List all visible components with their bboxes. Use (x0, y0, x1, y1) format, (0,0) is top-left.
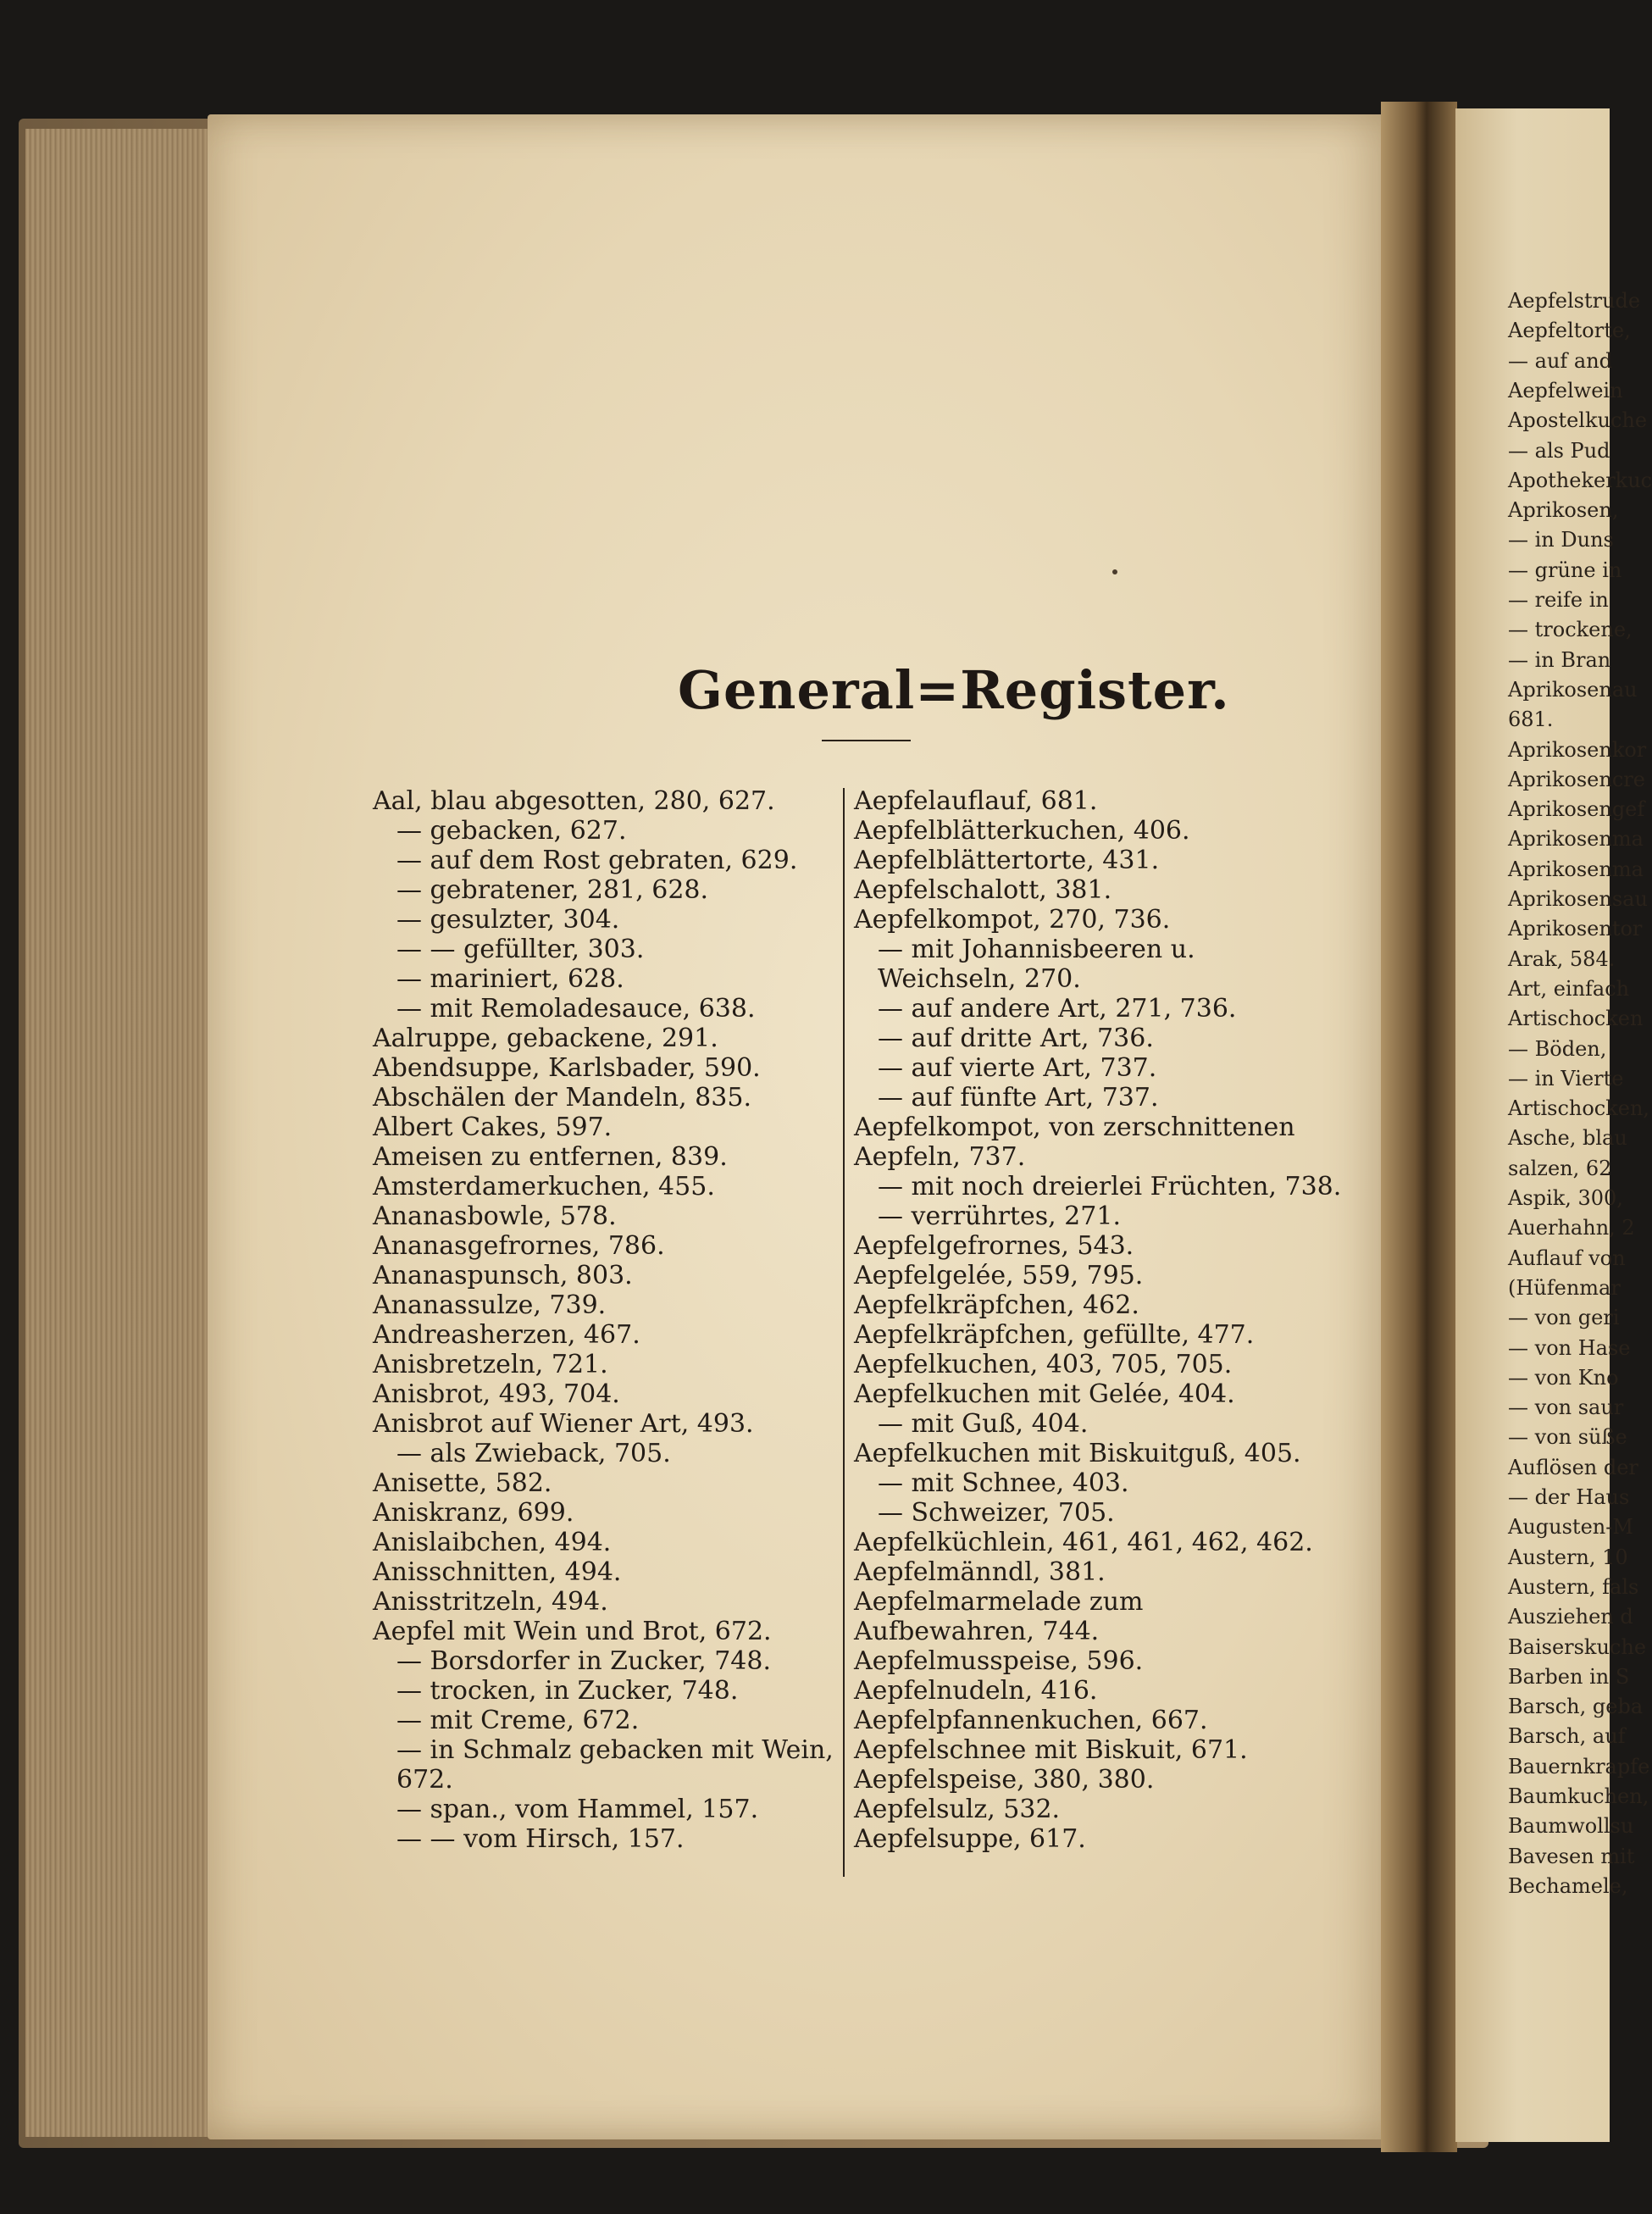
next-page-fragment: — von Hase (1508, 1335, 1631, 1360)
index-entry: Anisbrot, 493, 704. (373, 1379, 620, 1409)
index-entry: — auf andere Art, 271, 736. (878, 994, 1237, 1024)
index-entry: Ananasgefrornes, 786. (373, 1231, 665, 1261)
next-page-fragment: — in Vierte (1508, 1066, 1624, 1090)
index-entry: — mit Johannisbeeren u. Weichseln, 270. (878, 935, 1195, 994)
index-entry: Aepfelkompot, von zerschnittenen Aepfeln, 737. (854, 1113, 1295, 1172)
index-entry: — Schweizer, 705. (878, 1498, 1115, 1528)
index-entry: Aepfelspeise, 380, 380. (854, 1765, 1155, 1795)
index-entry: Aepfelgelée, 559, 795. (854, 1261, 1144, 1290)
index-entry: Aepfelsulz, 532. (854, 1795, 1061, 1824)
index-entry: — gebacken, 627. (396, 816, 627, 846)
index-entry: Ananassulze, 739. (373, 1290, 607, 1320)
index-entry: — gesulzter, 304. (396, 905, 620, 935)
index-entry: Anisbrot auf Wiener Art, 493. (373, 1409, 754, 1439)
index-entry: Aepfelnudeln, 416. (854, 1676, 1098, 1706)
next-page-fragment: Aepfeltorte, (1508, 319, 1631, 343)
next-page-fragment: — von süße (1508, 1425, 1627, 1450)
next-page-fragment: Barben in S (1508, 1664, 1630, 1689)
next-page-fragment: Arak, 584. (1508, 946, 1616, 971)
next-page-fragment: Bavesen mit (1508, 1844, 1635, 1868)
index-entry: Anisstritzeln, 494. (373, 1587, 608, 1617)
next-page-fragment: — der Haus (1508, 1485, 1630, 1509)
next-page-fragment: Aprikosentor (1508, 917, 1643, 941)
index-entry: — mit noch dreierlei Früchten, 738. (878, 1172, 1342, 1201)
index-entry: — auf vierte Art, 737. (878, 1053, 1157, 1083)
index-entry: Albert Cakes, 597. (373, 1113, 613, 1142)
index-entry: — mit Remoladesauce, 638. (396, 994, 756, 1024)
next-page-fragment: Aprikosenma (1508, 827, 1644, 852)
index-entry: Aepfelschnee mit Biskuit, 671. (854, 1735, 1248, 1765)
index-entry: Aepfelmusspeise, 596. (854, 1646, 1144, 1676)
index-entry: Aepfelgefrornes, 543. (854, 1231, 1134, 1261)
next-page-fragment: Aprikosengef (1508, 797, 1645, 822)
index-entry: — mit Schnee, 403. (878, 1468, 1129, 1498)
index-entry: Andreasherzen, 467. (373, 1320, 640, 1350)
index-entry: Abschälen der Mandeln, 835. (373, 1083, 751, 1113)
index-entry: Abendsuppe, Karlsbader, 590. (373, 1053, 761, 1083)
index-entry: Aepfelkompot, 270, 736. (854, 905, 1171, 935)
index-entry: — mit Guß, 404. (878, 1409, 1089, 1439)
index-entry: Aepfelkuchen mit Gelée, 404. (854, 1379, 1235, 1409)
index-entry: Aepfelkuchen mit Biskuitguß, 405. (854, 1439, 1301, 1468)
index-entry: — in Schmalz gebacken mit Wein, 672. (396, 1735, 834, 1795)
index-column-right (854, 786, 1342, 1854)
ink-speck (1112, 569, 1117, 574)
next-page-fragment: Augusten-M (1508, 1515, 1633, 1540)
index-entry: Anisbretzeln, 721. (373, 1350, 608, 1379)
index-entry: Aepfelsuppe, 617. (854, 1824, 1086, 1854)
next-page-fragment: 681. (1508, 707, 1554, 732)
index-entry: Aniskranz, 699. (373, 1498, 574, 1528)
index-entry: Aepfelpfannenkuchen, 667. (854, 1706, 1208, 1735)
next-page-fragment: Aprikosensau (1508, 887, 1648, 911)
next-page-fragment: Artischocken, (1508, 1096, 1650, 1121)
index-entry: Aepfelküchlein, 461, 461, 462, 462. (854, 1528, 1313, 1557)
next-page-fragment: Barsch, geba (1508, 1695, 1644, 1719)
index-entry: Aepfelkräpfchen, gefüllte, 477. (854, 1320, 1255, 1350)
index-entry: — als Zwieback, 705. (396, 1439, 671, 1468)
index-entry: Aepfelkuchen, 403, 705, 705. (854, 1350, 1233, 1379)
next-page-fragment: Aprikosenkor (1508, 737, 1647, 762)
next-page-fragment: Ausziehen d (1508, 1605, 1633, 1629)
next-page-fragment: Aepfelstrude (1508, 289, 1641, 313)
next-page-fragment: — Böden, (1508, 1036, 1607, 1061)
next-page-fragment: Bechamele, (1508, 1873, 1628, 1898)
next-page-fragment: Austern, fals (1508, 1574, 1639, 1599)
index-entry: Aepfelauflauf, 681. (854, 786, 1098, 816)
next-page-fragment: Apostelkuche (1508, 408, 1648, 433)
index-entry: — trocken, in Zucker, 748. (396, 1676, 739, 1706)
next-page-fragment: Aspik, 300, (1508, 1186, 1623, 1210)
index-entry: — gebratener, 281, 628. (396, 875, 709, 905)
index-entry: Ananasbowle, 578. (373, 1201, 617, 1231)
next-page-fragment: Baumkuchen, (1508, 1784, 1649, 1808)
next-page-fragment: Artischocken (1508, 1007, 1644, 1031)
index-entry: Anisschnitten, 494. (373, 1557, 622, 1587)
index-entry: — — vom Hirsch, 157. (396, 1824, 685, 1854)
next-page-fragment: Aprikosenau (1508, 677, 1638, 702)
next-page-fragment: Auflösen der (1508, 1455, 1638, 1479)
index-entry: — verrührtes, 271. (878, 1201, 1121, 1231)
index-entry: Ameisen zu entfernen, 839. (373, 1142, 728, 1172)
index-entry: Amsterdamerkuchen, 455. (373, 1172, 715, 1201)
next-page-fragment: — in Duns (1508, 528, 1614, 552)
index-entry: Aal, blau abgesotten, 280, 627. (373, 786, 775, 816)
title-rule (822, 740, 911, 741)
next-page-fragment: Auerhahn, 2 (1508, 1216, 1635, 1240)
next-page-fragment: Apothekerkuc (1508, 468, 1652, 492)
next-page-fragment: Barsch, auf (1508, 1724, 1626, 1749)
next-page-fragment: — als Pud (1508, 438, 1610, 463)
next-page-fragment: Auflauf von (1508, 1246, 1626, 1270)
index-entry: Ananaspunsch, 803. (373, 1261, 633, 1290)
book-gutter (1381, 102, 1457, 2152)
next-page-fragment: — in Bran (1508, 647, 1611, 672)
index-entry: — mariniert, 628. (396, 964, 624, 994)
index-entry: Anisette, 582. (373, 1468, 552, 1498)
next-page-fragment: — von saur (1508, 1396, 1624, 1420)
index-entry: Aepfelblätterkuchen, 406. (854, 816, 1190, 846)
next-page-fragment: — von geri (1508, 1306, 1620, 1330)
index-entry: Aepfelblättertorte, 431. (854, 846, 1160, 875)
index-entry: Aalruppe, gebackene, 291. (373, 1024, 718, 1053)
column-divider (843, 788, 845, 1877)
next-page-fragment: — trockene, (1508, 618, 1633, 642)
next-page-fragment: — reife in (1508, 588, 1609, 612)
next-page-fragment: Art, einfach (1508, 976, 1630, 1001)
next-page-fragment: Aprikosencre (1508, 767, 1645, 791)
index-entry: Aepfelmarmelade zum Aufbewahren, 744. (854, 1587, 1144, 1646)
next-page-fragment: Baiserskuche (1508, 1634, 1647, 1659)
index-entry: — auf dem Rost gebraten, 629. (396, 846, 798, 875)
next-page-fragment: — von Kno (1508, 1365, 1619, 1390)
index-entry: — — gefüllter, 303. (396, 935, 645, 964)
next-page-fragment: — grüne in (1508, 558, 1622, 582)
next-page-fragment: Aepfelwein (1508, 378, 1623, 402)
index-entry: Aepfelkräpfchen, 462. (854, 1290, 1139, 1320)
index-entry: — auf fünfte Art, 737. (878, 1083, 1159, 1113)
page-edges (25, 129, 212, 2137)
next-page (1455, 108, 1652, 2142)
next-page-fragment: Austern, 10 (1508, 1545, 1628, 1569)
next-page-fragment: Bauernkrapfe (1508, 1754, 1650, 1778)
next-page-fragment: — auf and (1508, 348, 1613, 373)
next-page-fragment: salzen, 62 (1508, 1156, 1612, 1180)
index-entry: — mit Creme, 672. (396, 1706, 640, 1735)
next-page-fragment: Aprikosenma (1508, 857, 1644, 881)
index-entry: Anislaibchen, 494. (373, 1528, 612, 1557)
next-page-fragment: Asche, blau (1508, 1126, 1627, 1151)
index-entry: — span., vom Hammel, 157. (396, 1795, 759, 1824)
index-entry: Aepfelmänndl, 381. (854, 1557, 1106, 1587)
next-page-fragment: Baumwollsu (1508, 1814, 1634, 1839)
next-page-fragment: Aprikosen, (1508, 498, 1619, 523)
index-column-left (373, 786, 839, 1854)
index-entry: Aepfelschalott, 381. (854, 875, 1112, 905)
index-entry: Aepfel mit Wein und Brot, 672. (373, 1617, 772, 1646)
page-title: General=Register. (678, 659, 1230, 721)
index-entry: — auf dritte Art, 736. (878, 1024, 1154, 1053)
index-entry: — Borsdorfer in Zucker, 748. (396, 1646, 771, 1676)
next-page-fragment: (Hüfenmar (1508, 1275, 1621, 1300)
